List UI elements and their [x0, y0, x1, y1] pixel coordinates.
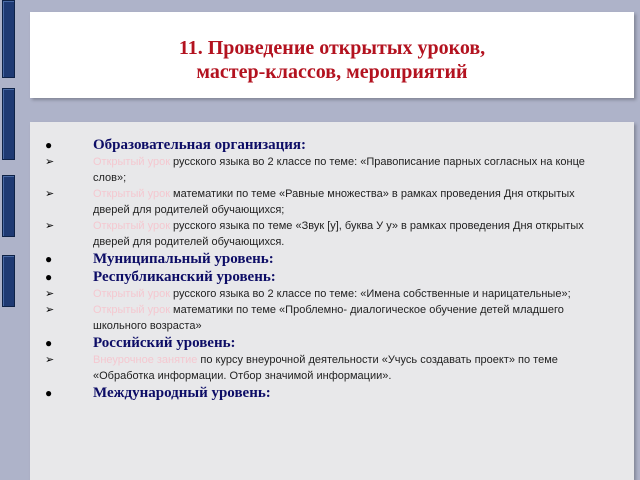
left-tab-3 [2, 175, 15, 237]
content-list [30, 136, 634, 402]
left-tab-1 [2, 0, 15, 78]
list-item: ➢ Открытый урок математики по теме «Равные множества» в рамках проведения Дня открытых дверей для родителей обучающихся; [45, 188, 575, 216]
list-item: ➢ Открытый урок математики по теме «Проблемно- диалогическое обучение детей младшего школьного возраста» [45, 304, 564, 332]
list-item: ➢ Внеурочное занятие по курсу внеурочной деятельности «Учусь создавать проект» по теме «Обработка информации. Отбор значимой информации». [45, 354, 558, 382]
round-bullet-icon: ● [45, 270, 53, 284]
title-box [30, 12, 634, 98]
left-tab-2 [2, 88, 15, 160]
round-bullet-icon: ● [45, 386, 53, 400]
arrow-bullet-icon: ➢ [45, 354, 55, 366]
content-box [30, 122, 634, 480]
section-heading-russia: ● Российский уровень: [45, 335, 236, 351]
slide-title [30, 36, 634, 84]
section-heading-international: ● Международный уровень: [45, 385, 271, 401]
left-decor-bar [0, 0, 22, 480]
title-line-1: 11. Проведение открытых уроков, [178, 37, 486, 59]
list-item: ➢ Открытый урок русского языка во 2 классе по теме: «Правописание парных согласных на конце слов»; [45, 156, 585, 184]
section-heading-republic: ● Республиканский уровень: [45, 269, 276, 285]
round-bullet-icon: ● [45, 252, 53, 266]
round-bullet-icon: ● [45, 138, 53, 152]
section-heading-municipal: ● Муниципальный уровень: [45, 251, 274, 267]
round-bullet-icon: ● [45, 336, 53, 350]
list-item: ➢ Открытый урок русского языка по теме «Звук [у], буква У у» в рамках проведения Дня открытых дверей для родителей обучающихся. [45, 220, 584, 248]
arrow-bullet-icon: ➢ [45, 288, 55, 300]
left-tab-4 [2, 255, 15, 307]
list-item: ➢ Открытый урок русского языка во 2 классе по теме: «Имена собственные и нарицательные»; [45, 288, 571, 300]
arrow-bullet-icon: ➢ [45, 304, 55, 316]
arrow-bullet-icon: ➢ [45, 188, 55, 200]
arrow-bullet-icon: ➢ [45, 220, 55, 232]
title-line-2: мастер-классов, мероприятий [196, 61, 468, 83]
arrow-bullet-icon: ➢ [45, 156, 55, 168]
section-heading-org: ● Образовательная организация: [45, 137, 307, 153]
